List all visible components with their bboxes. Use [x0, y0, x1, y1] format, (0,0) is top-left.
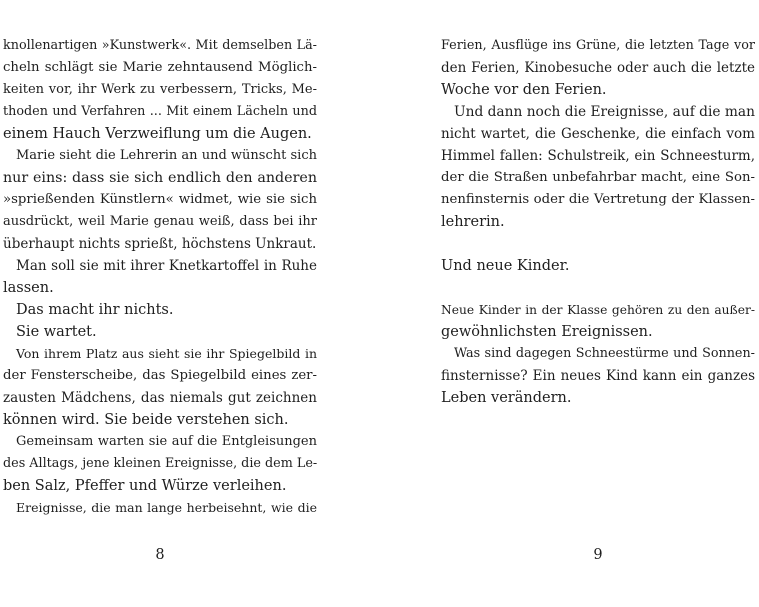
text-line: keiten vor, ihr Werk zu verbessern, Tricks, Me- [3, 82, 317, 97]
text-line: nur eins: dass sie sich endlich den anderen [3, 170, 317, 186]
text-line: überhaupt nichts sprießt, höchstens Unkraut. [3, 236, 317, 252]
text-line: thoden und Verfahren ... Mit einem Lächeln und [3, 104, 317, 119]
text-line: gewöhnlichsten Ereignissen. [441, 324, 653, 340]
text-line: nicht wartet, die Geschenke, die einfach vom [441, 126, 755, 142]
text-line: Sie wartet. [16, 324, 97, 340]
text-line: des Alltags, jene kleinen Ereignisse, die dem Le- [3, 456, 317, 471]
text-line: Gemeinsam warten sie auf die Entgleisungen [16, 434, 317, 449]
text-line: der Fensterscheibe, das Spiegelbild eines zer- [3, 368, 317, 383]
text-line: können wird. Sie beide verstehen sich. [3, 412, 289, 428]
text-line: der die Straßen unbefahrbar macht, eine Son- [441, 170, 755, 185]
text-line: ben Salz, Pfeffer und Würze verleihen. [3, 478, 287, 494]
text-line: ausdrückt, weil Marie genau weiß, dass bei ihr [3, 214, 317, 229]
paragraph-gap [441, 277, 755, 299]
page-number-right: 9 [593, 547, 603, 563]
text-line: den Ferien, Kinobesuche oder auch die letzte [441, 60, 755, 76]
text-line: Himmel fallen: Schulstreik, ein Schneesturm, [441, 148, 755, 164]
text-line: Neue Kinder in der Klasse gehören zu den außer- [441, 303, 755, 317]
text-line: zausten Mädchens, das niemals gut zeichnen [3, 390, 317, 406]
right-page [441, 35, 755, 409]
text-line: Und neue Kinder. [441, 258, 570, 274]
text-line: lehrerin. [441, 214, 505, 230]
text-line: Das macht ihr nichts. [16, 302, 174, 318]
text-line: Ereignisse, die man lange herbeisehnt, wie die [16, 500, 317, 515]
text-line: nenfinsternis oder die Vertretung der Klassen- [441, 192, 755, 207]
paragraph-gap [441, 233, 755, 255]
text-line: einem Hauch Verzweiflung um die Augen. [3, 126, 312, 142]
text-line: knollenartigen »Kunstwerk«. Mit demselben Lä- [3, 38, 317, 53]
text-line: Marie sieht die Lehrerin an und wünscht sich [16, 148, 317, 163]
text-line: finsternisse? Ein neues Kind kann ein ganzes [441, 368, 755, 384]
text-line: Leben verändern. [441, 390, 572, 406]
text-line: Was sind dagegen Schneestürme und Sonnen- [454, 346, 755, 361]
text-line: »sprießenden Künstlern« widmet, wie sie sich [3, 192, 317, 207]
text-line: cheln schlägt sie Marie zehntausend Möglich- [3, 60, 317, 75]
text-line: Man soll sie mit ihrer Knetkartoffel in Ruhe [16, 258, 317, 274]
left-page [3, 35, 317, 519]
text-line: Und dann noch die Ereignisse, auf die man [454, 104, 755, 120]
text-line: Woche vor den Ferien. [441, 82, 607, 98]
text-line: lassen. [3, 280, 54, 296]
page-number-left: 8 [155, 547, 165, 563]
text-line: Von ihrem Platz aus sieht sie ihr Spiegelbild in [16, 346, 317, 361]
text-line: Ferien, Ausflüge ins Grüne, die letzten Tage vor [441, 38, 755, 53]
